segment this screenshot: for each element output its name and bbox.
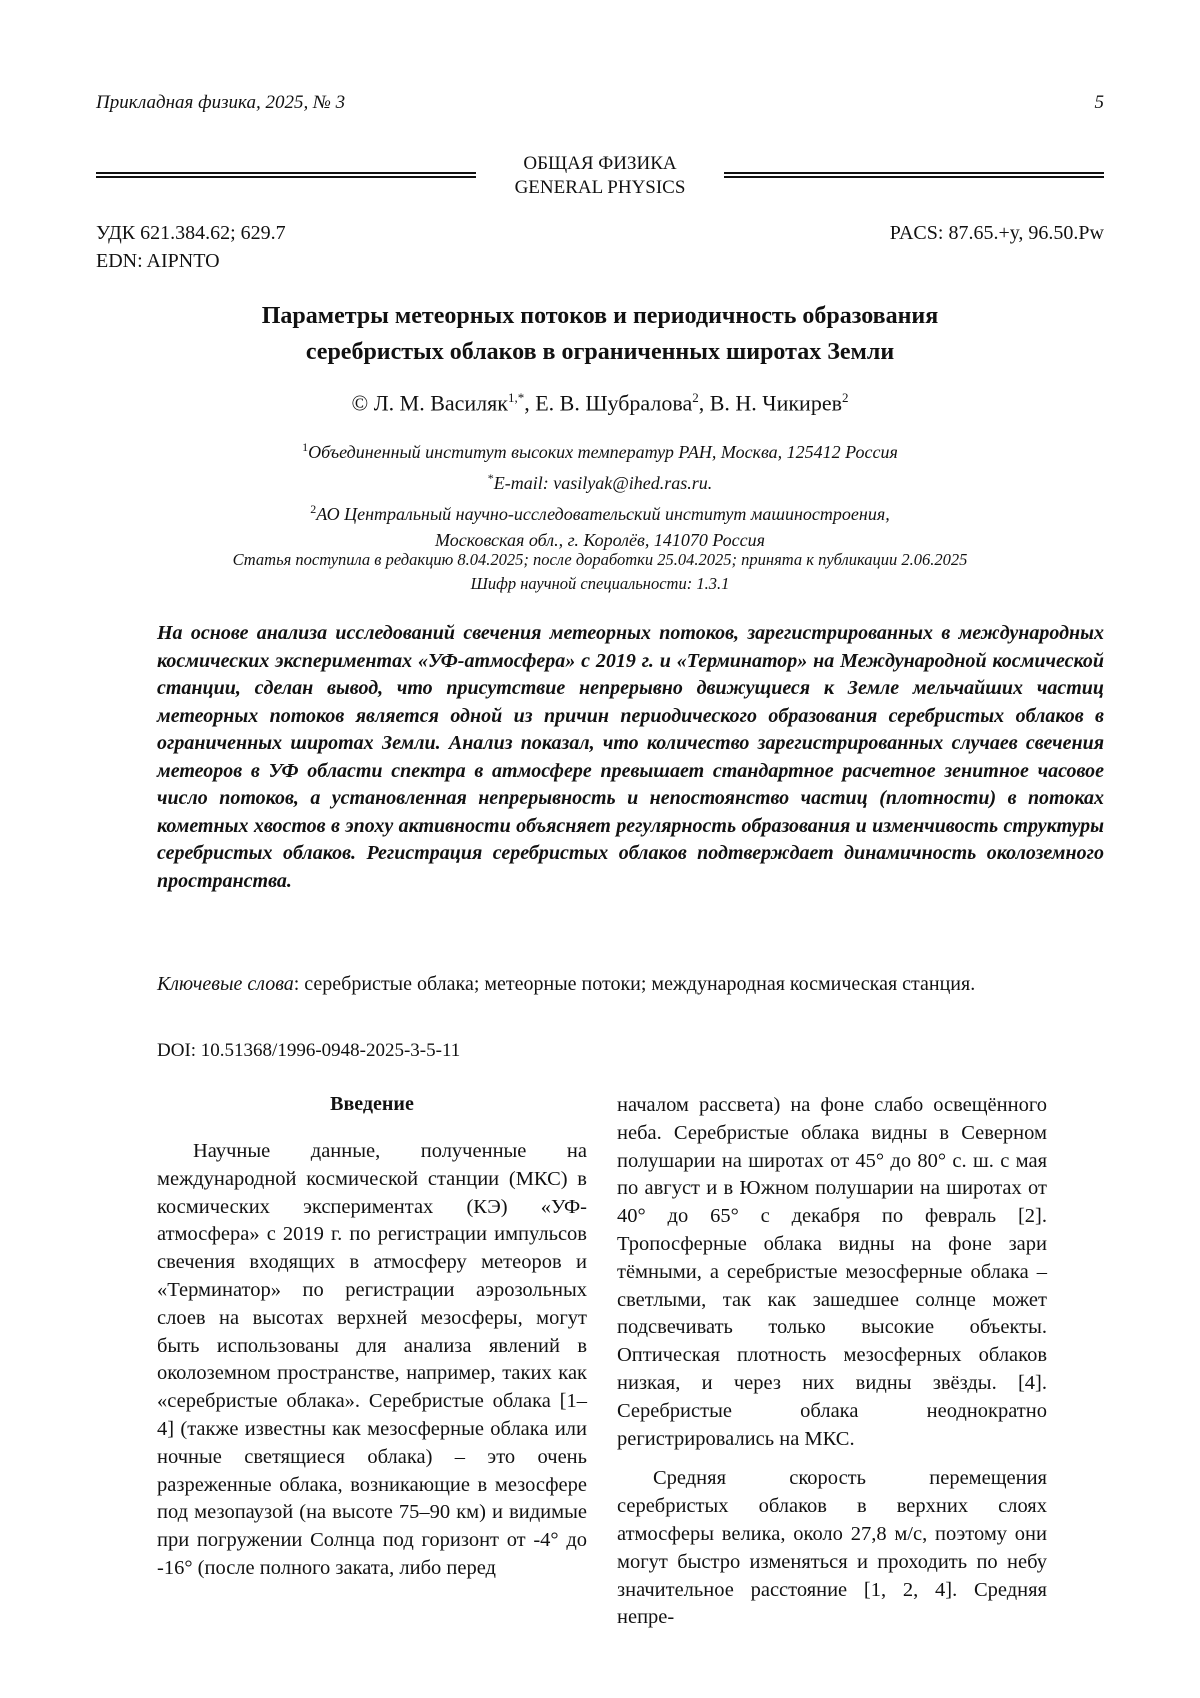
body-paragraph: началом рассвета) на фоне слабо освещённого неба. Серебристые облака видны в Северном полушарии на широтах от 45° до 80° с. ш. с мая по август и в Южном полушарии на широтах от 40° до 65° с декабря по февраль [2]. Тропосферные облака видны на фоне зари тёмными, а серебристые мезосферные облака – светлыми, так как зашедшее солнце может подсвечивать только высокие объекты. Оптическая плотность мезосферных облаков низкая, и через них видны звёзды. [4]. Серебристые облака неоднократно регистрировались на МКС. bbox=[617, 1094, 1047, 1450]
abstract: На основе анализа исследований свечения метеорных потоков, зарегистрированных в международных космических экспериментах «УФ-атмосфера» с 2019 г. и «Терминатор» на Международной космической станции, сделан вывод, что присутствие непрерывно движущиеся к Земле мельчайших частиц метеорных потоков является одной из причин периодического образования серебристых облаков в ограниченных широтах Земли. Анализ показал, что количество зарегистрированных случаев свечения метеоров в УФ области спектра в атмосфере превышает стандартное расчетное зенитное часовое число потоков, а установленная непрерывность и непостоянство частиц (плотности) в потоках кометных хвостов в эпоху активности объясняет регулярность образования и изменчивость структуры серебристых облаков. Регистрация серебристых облаков подтверждает динамичность околоземного пространства. bbox=[157, 622, 1104, 892]
body-paragraph: Научные данные, полученные на международной космической станции (МКС) в космических экспериментах (КЭ) «УФ-атмосфера» с 2019 г. по регистрации импульсов свечения входящих в атмосферу метеоров и «Терминатор» по регистрации аэрозольных слоев на высотах верхней мезосферы, могут быть использованы для анализа явлений в околоземном пространстве, например, таких как «серебристые облака». Серебристые облака [1–4] (также известны как мезосферные облака или ночные светящиеся облака) – это очень разреженные облака, возникающие в мезосфере под мезопаузой (на высоте 75–90 км) и видимые при погружении Солнца под горизонт от -4° до -16° (после полного заката, либо перед bbox=[157, 1140, 587, 1579]
author-1-affil: 1,* bbox=[507, 390, 525, 405]
keywords-text: : серебристые облака; метеорные потоки; международная космическая станция. bbox=[293, 973, 976, 995]
body-paragraph: Средняя скорость перемещения серебристых облаков в верхних слоях атмосферы велика, около 27,8 м/с, поэтому они могут быстро изменяться и проходить по небу значительное расстояние [1, 2, 4]. Средняя непре- bbox=[617, 1467, 1047, 1629]
affiliation-2-address: Московская обл., г. Королёв, 141070 Россия bbox=[434, 530, 766, 550]
author-3: В. Н. Чикирев bbox=[709, 390, 842, 416]
journal-name: Прикладная физика, 2025, № 3 bbox=[96, 92, 346, 113]
author-list bbox=[96, 383, 1104, 418]
classification-codes bbox=[96, 219, 1104, 275]
doi[interactable]: DOI: 10.51368/1996-0948-2025-3-5-11 bbox=[157, 1040, 461, 1061]
title-line-1: Параметры метеорных потоков и периодичность образования bbox=[261, 303, 939, 329]
author-email bbox=[96, 465, 1104, 496]
section-title-en: GENERAL PHYSICS bbox=[514, 177, 686, 198]
edn-code: EDN: AIPNTO bbox=[96, 250, 220, 272]
affiliation-1: $^1$Объединенный институт высоких температур РАН, Москва, 125412 Россия bbox=[302, 440, 898, 462]
udk-code: УДК 621.384.62; 629.7 bbox=[96, 222, 286, 244]
affiliations bbox=[96, 434, 1104, 553]
page-number: 5 bbox=[1094, 92, 1104, 113]
keywords-label: Ключевые слова bbox=[157, 973, 294, 995]
author-separator: , bbox=[524, 390, 530, 416]
introduction-heading: Введение bbox=[330, 1093, 414, 1115]
running-head bbox=[96, 92, 1104, 114]
affiliation-1-mark: 1 bbox=[302, 440, 309, 454]
body-column-left bbox=[157, 1090, 587, 1583]
article-title bbox=[96, 298, 1104, 370]
author-separator: , bbox=[698, 390, 705, 416]
copyright-sign: © bbox=[351, 390, 369, 416]
author-1: Л. М. Василяк bbox=[373, 390, 508, 416]
section-titles bbox=[476, 152, 724, 200]
article-dates bbox=[96, 548, 1104, 596]
affiliation-2: $^2$АО Центральный научно-исследовательский институт машиностроения, bbox=[310, 502, 890, 524]
affiliation-2-mark: 2 bbox=[310, 502, 317, 516]
pacs-code: PACS: 87.65.+y, 96.50.Pw bbox=[889, 222, 1104, 244]
author-2-affil: 2 bbox=[692, 390, 699, 405]
section-band bbox=[96, 152, 1104, 200]
section-rule-left bbox=[96, 172, 476, 178]
email-link[interactable]: E-mail: vasilyak@ihed.ras.ru. bbox=[493, 473, 713, 493]
section-title-ru: ОБЩАЯ ФИЗИКА bbox=[523, 153, 677, 174]
author-2: Е. В. Шубралова bbox=[535, 390, 693, 416]
received-dates: Статья поступила в редакцию 8.04.2025; после доработки 25.04.2025; принята к публикации 2.06.2025 bbox=[232, 550, 968, 569]
specialty-code: Шифр научной специальности: 1.3.1 bbox=[470, 574, 730, 593]
body-column-right bbox=[617, 1092, 1047, 1632]
keywords bbox=[157, 970, 1104, 998]
author-3-affil: 2 bbox=[841, 390, 849, 405]
section-rule-right bbox=[724, 172, 1104, 178]
title-line-2: серебристых облаков в ограниченных широтах Земли bbox=[305, 339, 895, 365]
email-mark: * bbox=[487, 471, 494, 485]
